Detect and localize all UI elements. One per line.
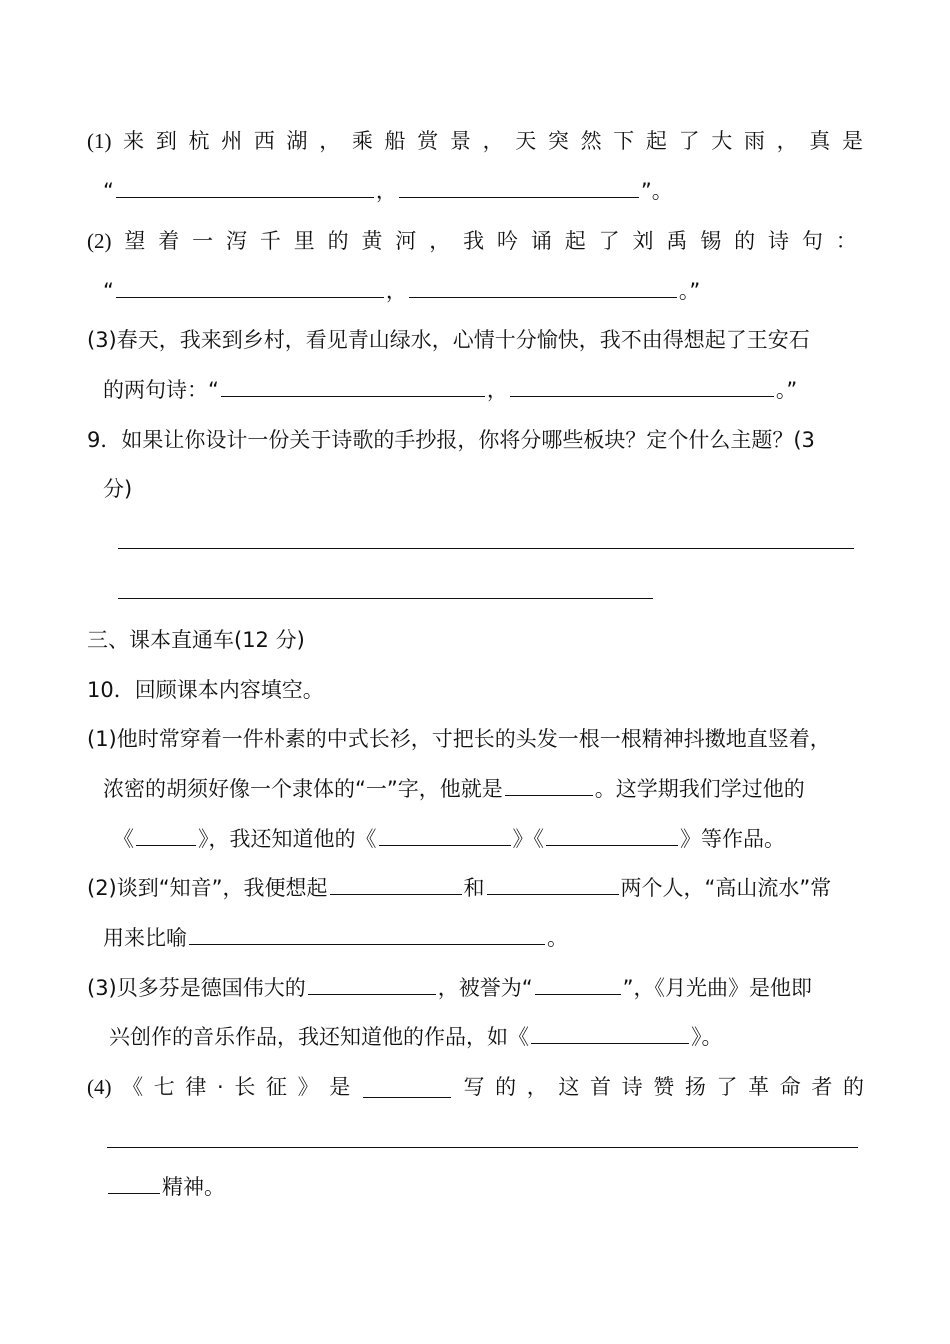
char: 的 [734,229,756,253]
char: 赏 [417,129,439,153]
char: 着 [158,229,180,253]
q10-item-3-line1 [87,973,950,1003]
char: 千 [259,229,281,253]
prefix-text: 的两句诗：“ [103,378,219,402]
answer-blank[interactable] [409,277,677,298]
q10-item-4-line1 [87,1072,864,1102]
char: 然 [580,129,602,153]
char: 船 [384,129,406,153]
char: 了 [678,129,700,153]
char: 我 [463,229,485,253]
char: 大 [711,129,733,153]
answer-blank[interactable] [535,974,621,995]
char: 西 [253,129,275,153]
char: 是 [329,1075,351,1099]
char: 句 [801,229,823,253]
open-quote: “ [103,279,114,303]
char: 的 [495,1075,517,1099]
q10-item-4-line3 [108,1172,950,1202]
answer-blank[interactable] [108,1173,160,1194]
answer-blank[interactable] [363,1077,451,1098]
char: 诗 [621,1075,643,1099]
char: 杭 [188,129,210,153]
char: 扬 [684,1075,706,1099]
char: 》 [297,1075,319,1099]
char: 命 [779,1075,801,1099]
char: 起 [645,129,667,153]
section-3-title: 三、课本直通车(12 分) [87,628,305,652]
q10-item-3-line2 [109,1022,950,1052]
answer-blank[interactable] [487,874,619,895]
char: 的 [842,1075,864,1099]
close-quote: 。” [678,279,701,303]
char: 湖 [286,129,308,153]
char: 禹 [666,229,688,253]
text: 精神。 [162,1175,225,1199]
char: 一 [192,229,214,253]
q8-item-2-line2 [103,276,950,306]
text: ”，《月光曲》是他即 [622,976,813,1000]
char: 真 [809,129,831,153]
answer-blank[interactable] [399,177,639,198]
answer-blank[interactable] [136,825,196,846]
char: 吟 [497,229,518,253]
char: 了 [716,1075,738,1099]
char: 黄 [361,229,383,253]
q8-item-3-line2 [103,375,950,405]
answer-blank[interactable] [308,974,436,995]
open-quote: “ [103,179,114,203]
char: 望 [124,229,146,253]
char: 州 [221,129,243,153]
item-marker: (4) [87,1075,112,1099]
char: 天 [515,129,537,153]
text: (2)谈到“知音”，我便想起 [87,876,328,900]
char: 来 [123,129,145,153]
char: ， [526,1075,548,1099]
answer-blank[interactable] [510,376,774,397]
char: 里 [293,229,315,253]
char: ， [319,129,341,153]
q10-item-2-line2 [103,923,950,953]
text: ，被誉为“ [437,976,533,1000]
q8-item-1-line2 [103,176,950,206]
char: 雨 [743,129,765,153]
q8-item-2-line1 [87,226,857,256]
char: 这 [558,1075,580,1099]
answer-blank[interactable] [330,874,462,895]
char: 律 [185,1075,207,1099]
q8-item-3-line1: (3)春天，我来到乡村，看见青山绿水，心情十分愉快，我不由得想起了王安石 [87,328,810,352]
char: 首 [589,1075,611,1099]
close-quote: ”。 [640,179,673,203]
text: 两个人，“高山流水”常 [620,876,832,900]
text: 》。 [691,1025,723,1049]
answer-blank[interactable] [116,277,384,298]
text: 《 [113,827,134,851]
text: (3)贝多芬是德国伟大的 [87,976,306,1000]
char: 是 [841,129,863,153]
comma: ， [385,279,407,303]
char: ： [835,229,857,253]
char: · [217,1075,224,1099]
text: 。 [547,926,568,950]
char: ， [429,229,451,253]
text: 浓密的胡须好像一个隶体的“一”字，他就是 [103,777,503,801]
char: 到 [155,129,177,153]
answer-blank[interactable] [546,825,678,846]
q9-line1: 9．如果让你设计一份关于诗歌的手抄报，你将分哪些板块？定个什么主题？(3 [87,428,815,452]
comma: ， [375,179,397,203]
text: 用来比喻 [103,926,187,950]
q10-item-1-line1: (1)他时常穿着一件朴素的中式长衫，寸把长的头发一根一根精神抖擞地直竖着， [87,727,831,751]
answer-line[interactable] [118,548,854,549]
q10-item-2-line1 [87,873,950,903]
answer-blank[interactable] [505,775,593,796]
char: 乘 [351,129,373,153]
char: 锡 [700,229,722,253]
close-quote: 。” [775,378,798,402]
answer-blank[interactable] [116,177,374,198]
char: 征 [265,1075,287,1099]
char: 者 [811,1075,833,1099]
text: 》，我还知道他的《 [198,827,377,851]
q10-item-1-line3 [113,824,950,854]
comma: ， [486,378,508,402]
answer-blank[interactable] [189,924,545,945]
q8-item-1-line1 [87,126,863,156]
answer-line[interactable] [118,598,653,599]
text: 和 [463,876,485,900]
q9-line2: 分) [103,477,133,501]
char: 革 [748,1075,770,1099]
item-marker: (2) [87,229,112,253]
char: 的 [327,229,349,253]
char: 七 [153,1075,175,1099]
text: 兴创作的音乐作品，我还知道他的作品，如《 [109,1025,529,1049]
text: 》《 [512,827,544,851]
char: 赞 [653,1075,675,1099]
q10-item-1-line2 [103,774,950,804]
answer-blank[interactable] [379,825,511,846]
q10-title: 10．回顾课本内容填空。 [87,678,324,702]
char: 诵 [530,229,552,253]
char: 《 [122,1075,144,1099]
answer-line[interactable] [107,1147,858,1148]
char: ， [482,129,504,153]
answer-blank[interactable] [221,376,485,397]
char: 长 [234,1075,256,1099]
text: 。这学期我们学过他的 [594,777,805,801]
char: 下 [613,129,635,153]
item-marker: (1) [87,129,112,153]
char: 景 [449,129,471,153]
text: 》等作品。 [680,827,785,851]
char: 了 [598,229,620,253]
char: 诗 [768,229,789,253]
char: 突 [547,129,569,153]
char: 刘 [632,229,654,253]
char: 泻 [226,229,247,253]
answer-blank[interactable] [531,1023,689,1044]
char: 起 [564,229,586,253]
char: 写 [463,1075,485,1099]
char: 河 [395,229,417,253]
char: ， [776,129,798,153]
